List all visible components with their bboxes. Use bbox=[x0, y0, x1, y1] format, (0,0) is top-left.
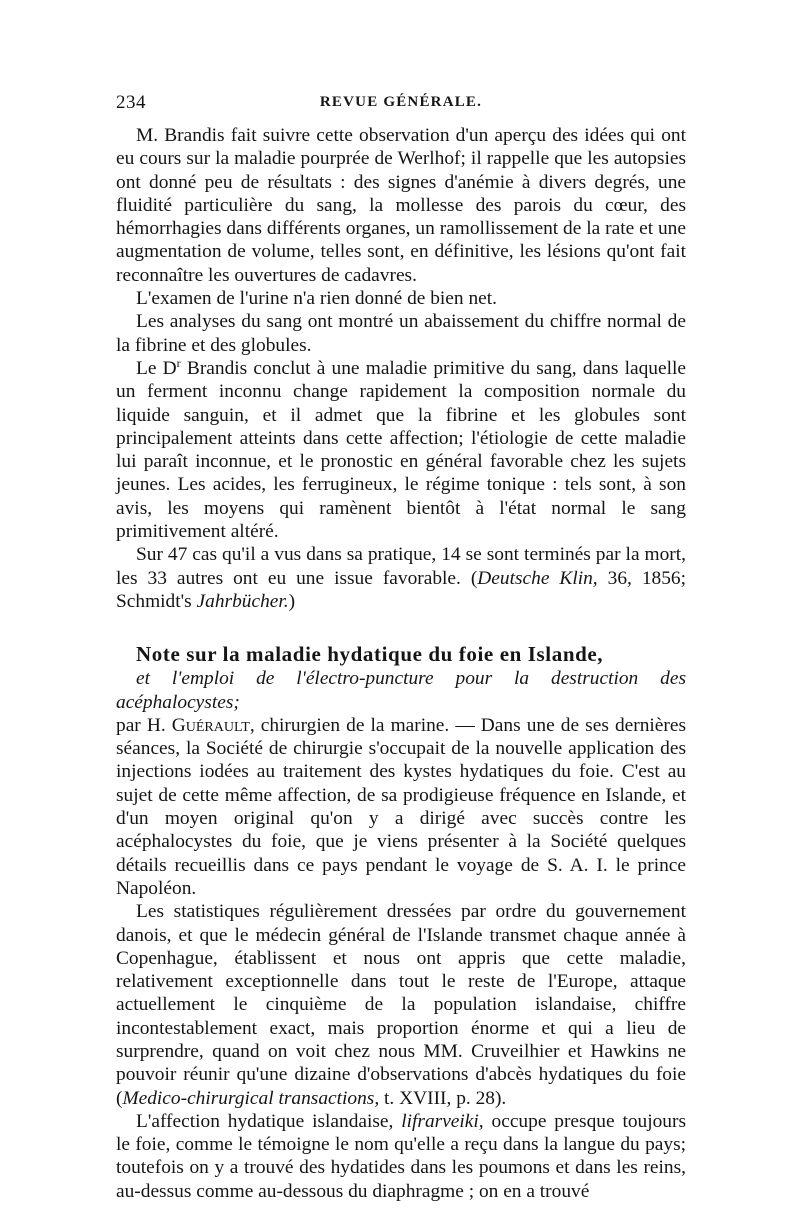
text-run: occupe presque toujours le foie, comme le témoigne le nom qu'elle a reçu dans la langue du pays; toutefois on y a trouvé des hydatides dans les poumons et dans les reins, au-dessus comme au-dessous du diaphragme ; on en a trouvé bbox=[116, 1110, 686, 1202]
icelandic-term: lifrarveiki, bbox=[401, 1110, 484, 1132]
page-number: 234 bbox=[116, 92, 146, 113]
note-paragraph-affection bbox=[116, 1110, 686, 1203]
body-text bbox=[116, 124, 686, 1203]
paragraph-brandis-conclusion bbox=[116, 357, 686, 543]
paragraph-urine: L'examen de l'urine n'a rien donné de bien net. bbox=[136, 288, 497, 310]
note-title: Note sur la maladie hydatique du foie en Islande, bbox=[136, 642, 604, 667]
citation-journal: Jahrbücher. bbox=[196, 590, 289, 612]
author-name: Guérault bbox=[171, 714, 250, 736]
note-paragraph-intro bbox=[116, 714, 686, 900]
paragraph-case-statistics bbox=[116, 543, 686, 613]
text-run: t. XVIII, p. 28). bbox=[379, 1087, 507, 1109]
superscript: r bbox=[176, 355, 181, 370]
citation-journal: Medico-chirurgical transactions, bbox=[122, 1087, 380, 1109]
running-header bbox=[116, 92, 686, 118]
text-run: L'affection hydatique islandaise, bbox=[136, 1110, 402, 1132]
text-run: Les statistiques régulièrement dressées par ordre du gouvernement danois, et que le médecin général de l'Islande transmet chaque année à Copenhague, établissent et nous ont appris que cette maladie, relativement exceptionnelle dans tout le reste de l'Europe, attaque actuellement le cinquième de la population islandaise, chiffre incontestablement exact, mais proportion énorme et qui a lieu de surprendre, quand on voit chez nous MM. Cruveilhier et Hawkins ne pouvoir réunir qu'une dizaine d'observations d'abcès hydatiques du foie ( bbox=[116, 901, 686, 1109]
text-run: ) bbox=[288, 590, 296, 612]
paragraph-blood-analysis: Les analyses du sang ont montré un abaissement du chiffre normal de la fibrine et des globules. bbox=[116, 311, 686, 356]
text-run: par H. bbox=[116, 714, 172, 736]
text-run: Sur 47 cas qu'il a vus dans sa pratique, 14 se sont terminés par la mort, les 33 autres ont eu une issue favorable. ( bbox=[116, 544, 686, 589]
citation-journal: Deutsche Klin, bbox=[477, 567, 598, 589]
running-title: REVUE GÉNÉRALE. bbox=[319, 94, 483, 110]
text-run: Le D bbox=[136, 357, 177, 379]
note-paragraph-statistics bbox=[116, 900, 686, 1110]
note-subtitle: et l'emploi de l'électro-puncture pour la destruction des acéphalocystes; bbox=[116, 668, 686, 713]
section-spacer bbox=[116, 613, 686, 641]
paragraph-brandis-observation: M. Brandis fait suivre cette observation d'un aperçu des idées qui ont eu cours sur la maladie pourprée de Werlhof; il rappelle que les autopsies ont donné peu de résultats : des signes d'anémie à divers degrés, une fluidité particulière du sang, la mollesse des parois du cœur, des hémorrhagies dans différents organes, un ramollissement de la rate et une augmentation de volume, telles sont, en définitive, les lésions qu'ont fait reconnaître les ouvertures de cadavres. bbox=[116, 125, 686, 286]
text-run: , chirurgien de la marine. — Dans une de ses dernières séances, la Société de chirurgie s'occupait de la nouvelle application des injections iodées au traitement des kystes hydatiques du foie. C'est au sujet de cette même affection, de sa prodigieuse fréquence en Islande, et d'un moyen original qu'on y a dirigé avec succès contre les acéphalocystes du foie, que je viens présenter à la Société quelques détails recueillis dans ce pays pendant le voyage de S. A. I. le prince Napoléon. bbox=[116, 714, 686, 899]
text-run: 36, 1856; Schmidt's bbox=[116, 567, 686, 612]
text-run: Brandis conclut à une maladie primitive du sang, dans laquelle un ferment inconnu change rapidement la composition normale du liquide sanguin, et il admet que la fibrine et les globules sont principalement atteints dans cette affection; l'étiologie de cette maladie lui paraît inconnue, et le pronostic en général favorable chez les sujets jeunes. Les acides, les ferrugineux, le régime tonique : tels sont, à son avis, les moyens qui ramènent bientôt à l'état normal le sang primitivement altéré. bbox=[116, 357, 686, 543]
